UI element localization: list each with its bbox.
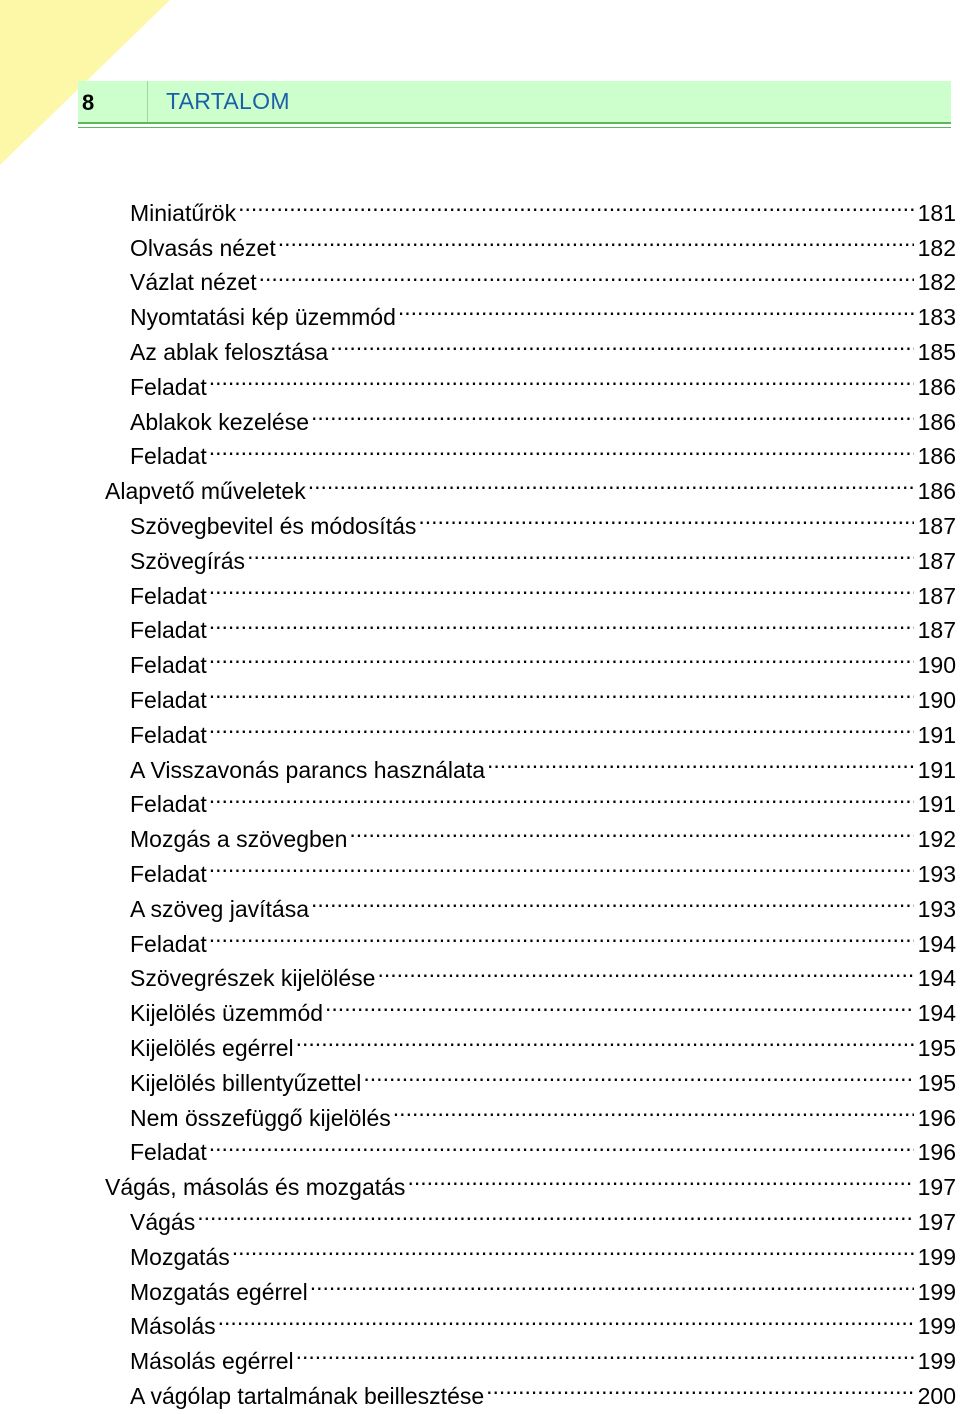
toc-dot-leader [418, 499, 913, 534]
toc-entry-page-number: 193 [917, 895, 956, 922]
toc-dot-leader [259, 256, 914, 291]
toc-entry-label: Feladat [130, 930, 207, 957]
toc-entry-page-number: 197 [917, 1174, 956, 1201]
toc-entry-page-number: 199 [917, 1313, 956, 1340]
toc-entry-label: Feladat [130, 652, 207, 679]
header-divider [147, 81, 148, 122]
toc-entry[interactable] [0, 986, 960, 1027]
toc-entry[interactable] [0, 325, 960, 365]
toc-entry-page-number: 196 [917, 1104, 956, 1131]
toc-entry-page-number: 191 [917, 721, 956, 748]
toc-entry-page-number: 190 [917, 686, 956, 713]
toc-dot-leader [232, 1230, 914, 1265]
toc-dot-leader [393, 1091, 914, 1126]
toc-entry-page-number: 196 [917, 1139, 956, 1166]
toc-dot-leader [311, 882, 914, 917]
toc-entry-label: Szövegbevitel és módosítás [130, 512, 417, 539]
toc-entry-label: Olvasás nézet [130, 234, 276, 261]
toc-dot-leader [377, 952, 913, 987]
toc-entry-label: Feladat [130, 860, 207, 887]
toc-entry[interactable] [0, 778, 960, 818]
toc-dot-leader [398, 290, 914, 325]
toc-entry-label: Szövegrészek kijelölése [130, 965, 376, 992]
toc-entry[interactable] [0, 1160, 960, 1201]
toc-dot-leader [238, 186, 914, 221]
toc-entry[interactable] [0, 743, 960, 783]
toc-entry[interactable] [0, 1056, 960, 1096]
toc-entry[interactable] [0, 708, 960, 748]
toc-entry-page-number: 194 [917, 930, 956, 957]
toc-entry[interactable] [0, 395, 960, 435]
toc-entry[interactable] [0, 360, 960, 400]
toc-entry-page-number: 200 [917, 1382, 956, 1409]
toc-entry[interactable] [0, 499, 960, 539]
toc-entry-label: Vázlat nézet [130, 269, 257, 296]
toc-entry[interactable] [0, 1230, 960, 1270]
toc-entry[interactable] [0, 430, 960, 470]
toc-entry[interactable] [0, 256, 960, 296]
toc-dot-leader [247, 534, 914, 569]
toc-entry[interactable] [0, 221, 960, 261]
toc-dot-leader [325, 986, 914, 1021]
toc-dot-leader [487, 743, 914, 778]
toc-entry-label: Szövegírás [130, 547, 246, 574]
toc-entry-label: A szöveg javítása [130, 895, 309, 922]
toc-dot-leader [209, 778, 914, 813]
toc-entry-page-number: 190 [917, 652, 956, 679]
toc-entry-label: Másolás [130, 1313, 216, 1340]
toc-entry-label: Nyomtatási kép üzemmód [130, 304, 396, 331]
page-title: TARTALOM [166, 88, 290, 114]
toc-dot-leader [209, 604, 914, 639]
toc-dot-leader [209, 569, 914, 604]
toc-dot-leader [310, 1265, 914, 1300]
toc-dot-leader [296, 1021, 914, 1056]
toc-entry[interactable] [0, 917, 960, 957]
toc-entry-label: Feladat [130, 582, 207, 609]
toc-entry-label: Alapvető műveletek [105, 478, 306, 505]
toc-entry[interactable] [0, 1265, 960, 1305]
toc-entry-label: Az ablak felosztása [130, 338, 329, 365]
toc-entry-label: Feladat [130, 791, 207, 818]
toc-entry-label: A Visszavonás parancs használata [130, 756, 486, 783]
toc-dot-leader [363, 1056, 913, 1091]
toc-entry-page-number: 187 [917, 617, 956, 644]
toc-entry-page-number: 186 [917, 408, 956, 435]
toc-entry-line [130, 1369, 956, 1414]
toc-entry-page-number: 199 [917, 1348, 956, 1375]
toc-dot-leader [311, 395, 914, 430]
toc-entry-label: Kijelölés billentyűzettel [130, 1069, 362, 1096]
toc-entry[interactable] [0, 812, 960, 853]
toc-entry[interactable] [0, 1300, 960, 1340]
toc-dot-leader [209, 917, 914, 952]
toc-dot-leader [209, 673, 914, 708]
toc-dot-leader [296, 1334, 914, 1369]
toc-entry-page-number: 186 [917, 478, 956, 505]
toc-entry[interactable] [0, 1091, 960, 1131]
toc-entry-label: Mozgás a szövegben [130, 826, 348, 853]
toc-entry-page-number: 197 [917, 1208, 956, 1235]
toc-entry-page-number: 193 [917, 860, 956, 887]
toc-entry-page-number: 182 [917, 234, 956, 261]
toc-dot-leader [209, 360, 914, 395]
toc-entry-label: Feladat [130, 1139, 207, 1166]
toc-entry-label: Feladat [130, 617, 207, 644]
toc-entry[interactable] [0, 673, 960, 713]
toc-dot-leader [349, 812, 913, 847]
page-header [78, 81, 951, 124]
toc-dot-leader [407, 1160, 913, 1195]
toc-entry-label: Miniatűrök [130, 199, 237, 226]
toc-entry[interactable] [0, 1195, 960, 1235]
toc-entry[interactable] [0, 464, 960, 505]
toc-dot-leader [209, 1126, 914, 1161]
toc-entry-label: Vágás, másolás és mozgatás [105, 1174, 406, 1201]
toc-entry[interactable] [0, 847, 960, 887]
toc-entry-page-number: 199 [917, 1243, 956, 1270]
toc-entry[interactable] [0, 952, 960, 992]
toc-entry-page-number: 186 [917, 373, 956, 400]
toc-entry-label: Kijelölés üzemmód [130, 1000, 324, 1027]
toc-entry-page-number: 187 [917, 582, 956, 609]
toc-entry-page-number: 187 [917, 512, 956, 539]
toc-dot-leader [209, 708, 914, 743]
toc-entry-page-number: 194 [917, 1000, 956, 1027]
toc-entry-page-number: 199 [917, 1278, 956, 1305]
toc-dot-leader [278, 221, 914, 256]
toc-dot-leader [218, 1300, 914, 1335]
toc-entry-page-number: 181 [917, 199, 956, 226]
toc-dot-leader [197, 1195, 913, 1230]
toc-entry-label: Mozgatás egérrel [130, 1278, 308, 1305]
toc-entry-page-number: 191 [917, 756, 956, 783]
toc-entry-page-number: 187 [917, 547, 956, 574]
toc-entry-page-number: 185 [917, 338, 956, 365]
toc-entry[interactable] [0, 1334, 960, 1375]
toc-entry-label: Mozgatás [130, 1243, 230, 1270]
toc-dot-leader [308, 464, 914, 499]
toc-entry-label: Kijelölés egérrel [130, 1034, 294, 1061]
toc-entry-page-number: 182 [917, 269, 956, 296]
toc-dot-leader [209, 638, 914, 673]
toc-dot-leader [330, 325, 913, 360]
toc-entry-page-number: 194 [917, 965, 956, 992]
toc-entry[interactable] [0, 1126, 960, 1166]
toc-entry-label: Ablakok kezelése [130, 408, 309, 435]
toc-entry-label: Feladat [130, 373, 207, 400]
toc-entry-page-number: 183 [917, 304, 956, 331]
toc-entry-page-number: 186 [917, 443, 956, 470]
toc-entry[interactable] [0, 290, 960, 331]
toc-entry[interactable] [0, 882, 960, 922]
toc-entry-label: Másolás egérrel [130, 1348, 294, 1375]
toc-entry[interactable] [0, 186, 960, 226]
toc-entry[interactable] [0, 569, 960, 609]
toc-entry-page-number: 191 [917, 791, 956, 818]
toc-entry[interactable] [0, 638, 960, 679]
toc-entry-label: Feladat [130, 443, 207, 470]
toc-entry-label: Feladat [130, 686, 207, 713]
table-of-contents [0, 186, 960, 1409]
toc-entry-label: A vágólap tartalmának beillesztése [130, 1382, 485, 1409]
toc-entry[interactable] [0, 534, 960, 574]
toc-entry-label: Nem összefüggő kijelölés [130, 1104, 391, 1131]
page-number: 8 [82, 90, 95, 115]
toc-entry[interactable] [0, 604, 960, 644]
toc-dot-leader [209, 430, 914, 465]
toc-entry-label: Vágás [130, 1208, 196, 1235]
toc-entry-page-number: 195 [917, 1069, 956, 1096]
toc-entry-label: Feladat [130, 721, 207, 748]
toc-entry-page-number: 195 [917, 1034, 956, 1061]
toc-entry[interactable] [0, 1021, 960, 1061]
toc-dot-leader [209, 847, 914, 882]
toc-entry-page-number: 192 [917, 826, 956, 853]
